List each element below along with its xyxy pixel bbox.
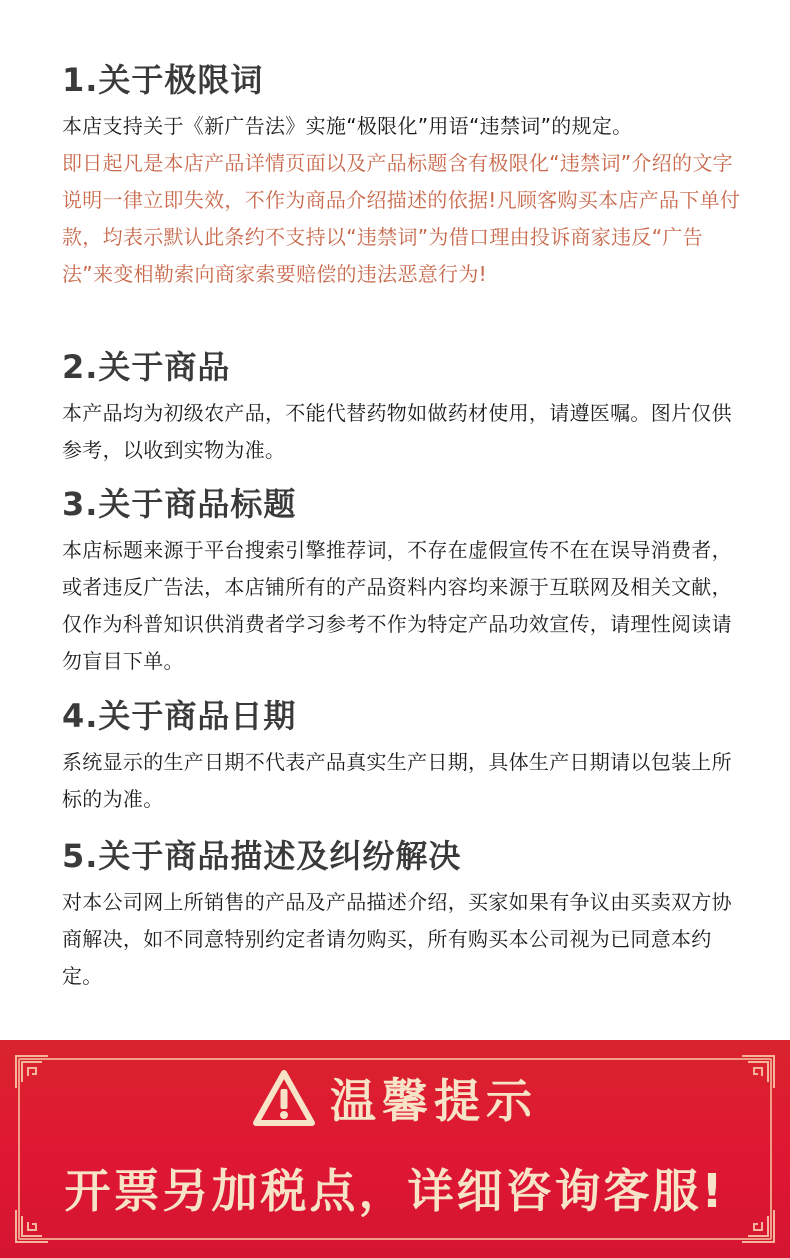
section-paragraph: 本店支持关于《新广告法》实施“极限化”用语“违禁词”的规定。 — [62, 114, 633, 138]
section-heading: 3.关于商品标题 — [62, 485, 297, 523]
section-paragraph: 本店标题来源于平台搜索引擎推荐词，不存在虚假宣传不在在误导消费者，或者违反广告法，本店铺所有的产品资料内容均来源于互联网及相关文献，仅作为科普知识供消费者学习参考不作为特定产品功效宣传，请理性阅读请勿盲目下单。 — [62, 538, 732, 673]
section-heading: 4.关于商品日期 — [62, 697, 297, 735]
invoice-notice: 开票另加税点，详细咨询客服! — [64, 1164, 726, 1218]
section-paragraph-highlight: 即日起凡是本店产品详情页面以及产品标题含有极限化“违禁词”介绍的文字说明一律立即失效，不作为商品介绍描述的依据!凡顾客购买本店产品下单付款，均表示默认此条约不支持以“违禁词”为借口理由投诉商家违反“广告法”来变相勒索向商家索要赔偿的违法恶意行为! — [62, 151, 741, 286]
section-paragraph: 系统显示的生产日期不代表产品真实生产日期，具体生产日期请以包装上所标的为准。 — [62, 750, 732, 811]
section-paragraph: 本产品均为初级农产品，不能代替药物如做药材使用，请遵医嘱。图片仅供参考，以收到实物为准。 — [62, 401, 732, 462]
section-product-date — [62, 694, 742, 818]
banner-title: 温馨提示 — [330, 1074, 538, 1128]
section-product-title — [62, 482, 742, 680]
section-paragraph: 对本公司网上所销售的产品及产品描述介绍，买家如果有争议由买卖双方协商解决，如不同意特别约定者请勿购买，所有购买本公司视为已同意本约定。 — [62, 890, 732, 988]
warm-tip-banner — [0, 1040, 790, 1258]
banner-title-row — [0, 1058, 790, 1138]
section-dispute — [62, 834, 742, 995]
section-product — [62, 345, 742, 469]
section-extreme-words — [62, 58, 742, 293]
section-heading: 2.关于商品 — [62, 348, 231, 386]
section-heading: 5.关于商品描述及纠纷解决 — [62, 837, 462, 875]
section-heading: 1.关于极限词 — [62, 61, 264, 99]
warning-triangle-icon — [252, 1069, 316, 1127]
